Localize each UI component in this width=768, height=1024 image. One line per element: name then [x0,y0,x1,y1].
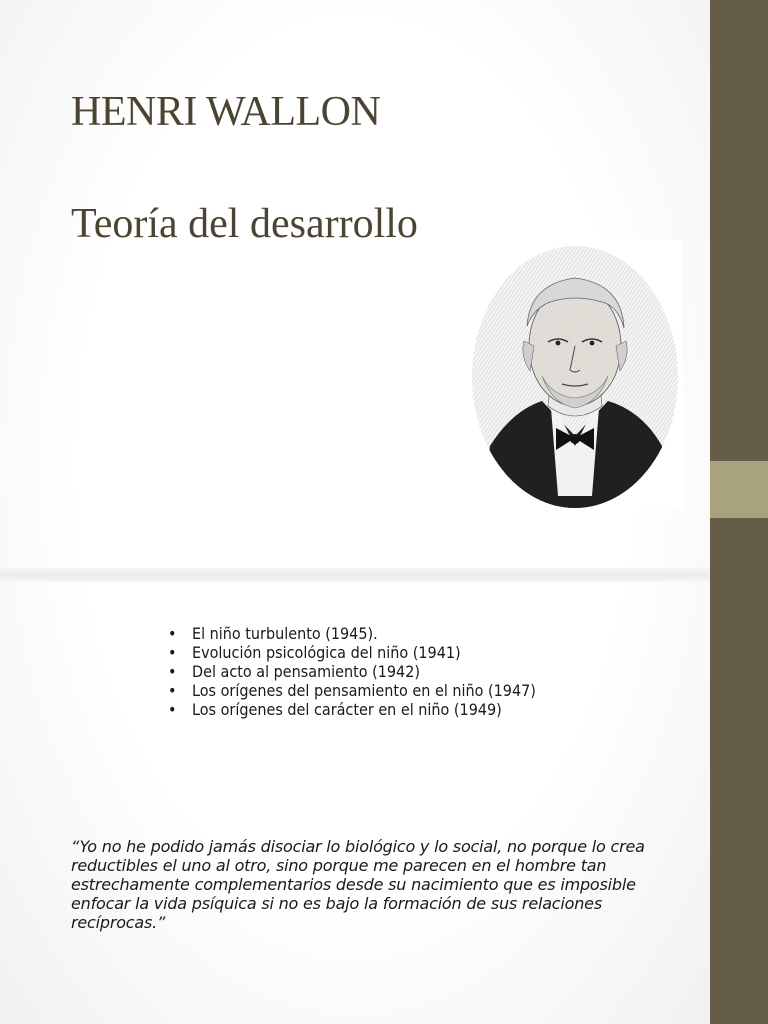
portrait-frame [468,240,682,510]
list-item: • Los orígenes del carácter en el niño (1949) [164,700,536,719]
slide-title: HENRI WALLON [71,89,381,135]
wallon-quote: “Yo no he podido jamás disociar lo biológico y lo social, no porque lo crea reductibles el uno al otro, sino porque me parecen en el hombre tan estrechamente complementarios desde su nacimiento que es imposible enfocar la vida psíquica si no es bajo la formación de sus relaciones recíprocas.” [71,837,645,932]
list-item: • Del acto al pensamiento (1942) [164,662,536,681]
list-item: • Los orígenes del pensamiento en el niño (1947) [164,681,536,700]
sidebar-accent [710,461,768,518]
list-item: • El niño turbulento (1945). [164,624,536,643]
portrait-icon [472,246,678,508]
slide-subtitle: Teoría del desarrollo [71,201,418,247]
book-list [164,624,536,719]
slide-divider [0,568,710,582]
list-item: • Evolución psicológica del niño (1941) [164,643,536,662]
